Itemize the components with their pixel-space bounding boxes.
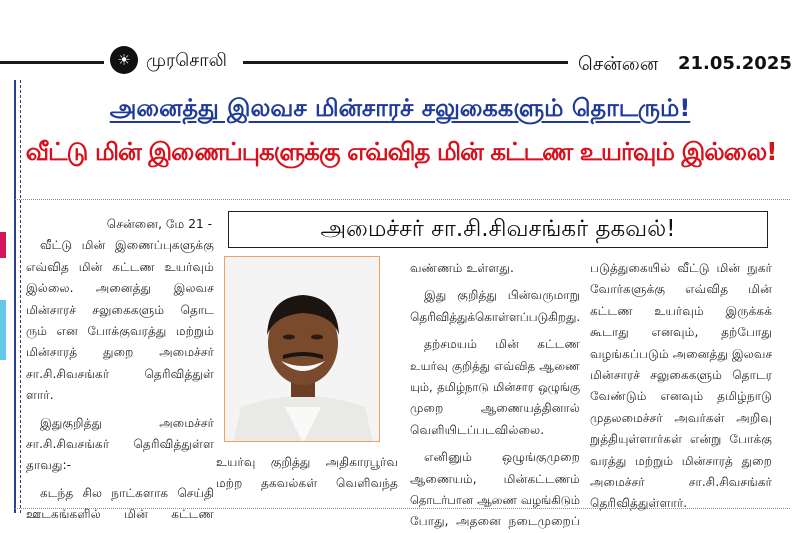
article-line: ஆணையம், மின்கட்டணம் bbox=[410, 471, 580, 486]
article-line: வெளியிடப்படவில்லை. bbox=[410, 422, 545, 437]
article-line: கடந்த சில நாட்களாக செய்தி bbox=[40, 485, 214, 500]
article-line: ஊடகங்களில் மின் கட்டண bbox=[26, 507, 214, 522]
article-line: முதலமைச்சர் அவர்கள் அறிவு bbox=[590, 410, 772, 425]
masthead-city: சென்னை bbox=[578, 53, 659, 75]
article-line: மின்சாரத் துறை அமைச்சர் bbox=[26, 345, 214, 360]
article-line: கூடாது எனவும், தற்போது bbox=[590, 325, 772, 340]
article-column-3 bbox=[410, 258, 580, 533]
article-line: வோர்களுக்கு எவ்வித மின் bbox=[590, 282, 772, 297]
article-line: இல்லை. அனைத்து இலவச bbox=[26, 281, 214, 296]
subheadline-box: அமைச்சர் சா.சி.சிவசங்கர் தகவல்! bbox=[228, 211, 768, 248]
article-line: போது, அதனை நடைமுறைப் bbox=[410, 514, 580, 529]
article-line: தெரிவித்துக்கொள்ளப்படுகிறது. bbox=[410, 309, 581, 324]
article-line: படுத்துகையில் வீட்டு மின் நுகர் bbox=[590, 261, 772, 275]
dateline: சென்னை, மே 21 - bbox=[106, 217, 212, 231]
article-line: வழங்கப்படும் அனைத்து இலவச bbox=[590, 346, 773, 361]
article-line: தற்சமயம் மின் கட்டண bbox=[424, 337, 580, 352]
article-line: தாவது:- bbox=[26, 458, 72, 473]
main-headline: வீட்டு மின் இணைப்புகளுக்கு எவ்வித மின் கட்டண உயர்வும் இல்லை! bbox=[25, 137, 777, 166]
masthead-date: 21.05.2025 bbox=[678, 53, 792, 74]
minister-portrait-icon bbox=[225, 257, 380, 442]
article-line: கட்டண உயர்வும் இருக்கக் bbox=[590, 303, 772, 318]
article-column-1 bbox=[26, 214, 214, 526]
article-line: உயர்வு குறித்து எவ்வித ஆணை bbox=[410, 358, 580, 373]
article-line: றுத்தியுள்ளார்கள் என்று போக்கு bbox=[590, 432, 772, 447]
masthead-rule-middle bbox=[243, 61, 568, 64]
article-line: ளார். bbox=[26, 388, 54, 403]
article-line: சா.சி.சிவசங்கர் தெரிவித்துள்ள bbox=[26, 437, 214, 452]
article-line: முறை ஆணையத்தினால் bbox=[410, 401, 580, 416]
article-line: மின்சாரச் சலுகைகளும் தொடர bbox=[590, 368, 772, 383]
article-line: அமைச்சர் சா.சி.சிவசங்கர் bbox=[590, 475, 772, 490]
kicker-headline: அனைத்து இலவச மின்சாரச் சலுகைகளும் தொடரும்! bbox=[109, 94, 691, 122]
article-line: இது குறித்து பின்வருமாறு bbox=[424, 288, 580, 303]
article-line: எவ்வித மின் கட்டண உயர்வும் bbox=[26, 259, 214, 274]
adjacent-page-mark bbox=[0, 300, 6, 360]
article-column-4 bbox=[590, 258, 772, 515]
article-line: தொடர்பான ஆணை வழங்கிடும் bbox=[410, 493, 580, 508]
masthead-rule-left bbox=[0, 61, 104, 64]
article-line: ரும் என போக்குவரத்து மற்றும் bbox=[26, 324, 214, 339]
adjacent-page-mark bbox=[0, 232, 6, 258]
divider bbox=[15, 508, 790, 509]
article-line: தெரிவித்துள்ளார். bbox=[590, 496, 688, 511]
article-line: மின்சாரச் சலுகைகளும் தொட bbox=[26, 302, 214, 317]
article-line: உயர்வு குறித்து அதிகாரபூர்வ bbox=[216, 455, 398, 469]
article-line: எனினும் ஒழுங்குமுறை bbox=[424, 450, 580, 465]
article-line: இதுகுறித்து அமைச்சர் bbox=[40, 415, 214, 430]
article-line: மற்ற தகவல்கள் வெளிவந்த bbox=[216, 476, 398, 491]
article-column-2 bbox=[216, 452, 398, 495]
article-line: சா.சி.சிவசங்கர் தெரிவித்துள் bbox=[26, 366, 214, 381]
newspaper-name: முரசொலி bbox=[146, 50, 227, 71]
article-line: வீட்டு மின் இணைப்புகளுக்கு bbox=[40, 238, 214, 253]
article-line: வண்ணம் உள்ளது. bbox=[410, 261, 514, 275]
rising-sun-emblem-icon: ☀ bbox=[110, 46, 138, 74]
article-line: வேண்டும் எனவும் தமிழ்நாடு bbox=[590, 389, 772, 404]
divider bbox=[15, 199, 790, 200]
article-line: யும், தமிழ்நாடு மின்சார ஒழுங்கு bbox=[410, 380, 580, 395]
minister-photo bbox=[224, 256, 380, 442]
article-line: வரத்து மற்றும் மின்சாரத் துறை bbox=[590, 453, 772, 468]
